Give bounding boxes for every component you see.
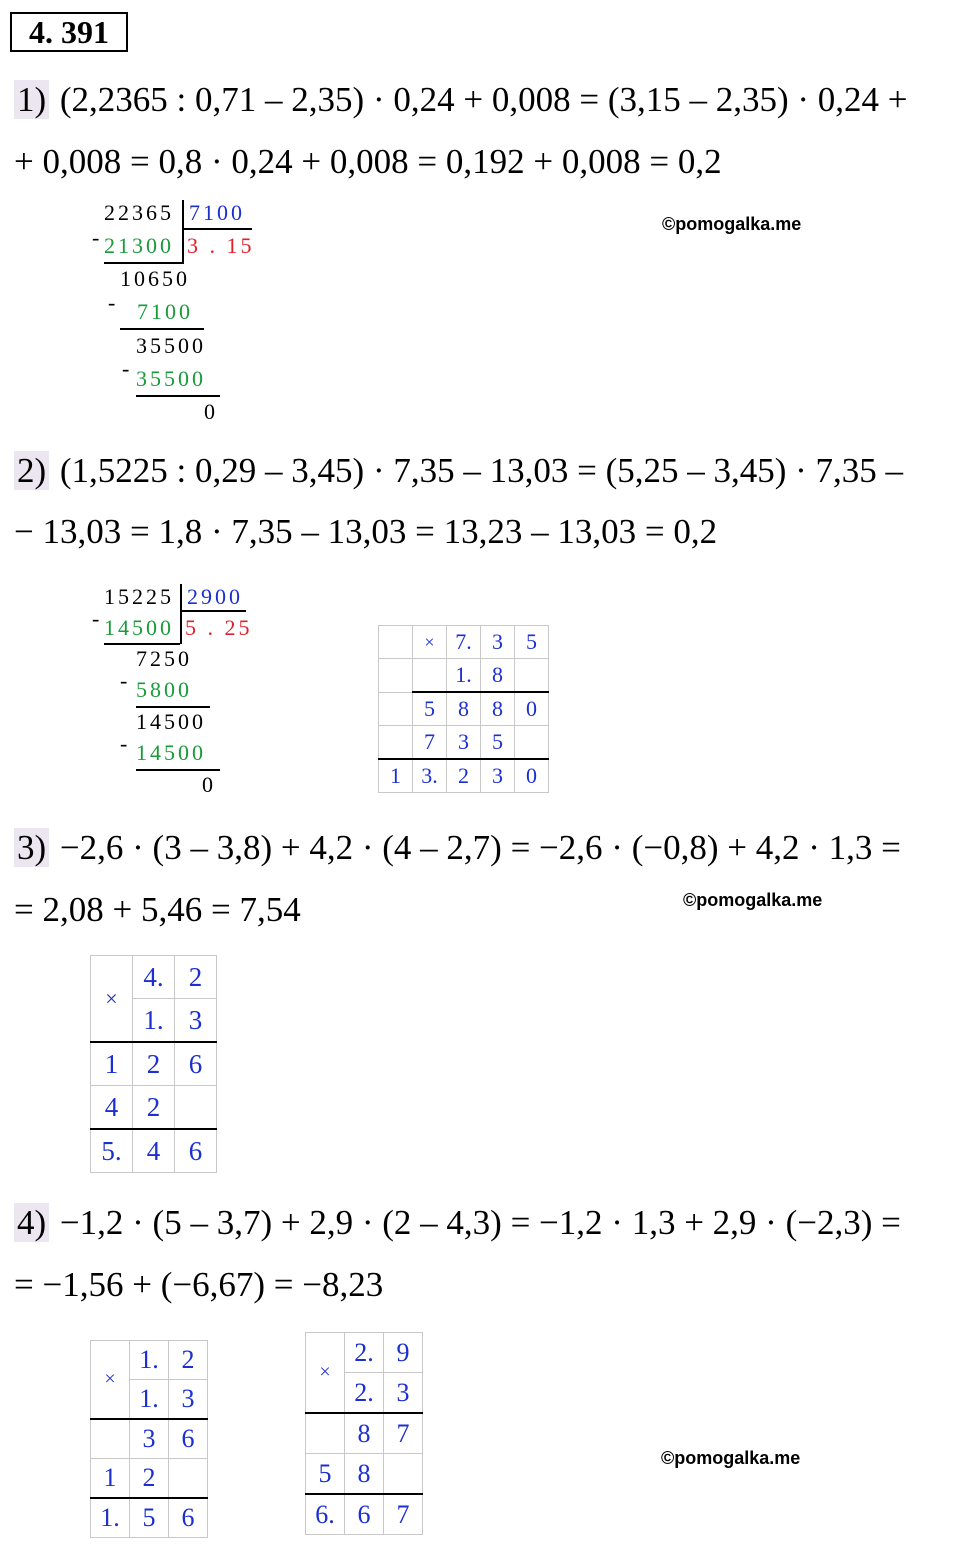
watermark-2: ©pomogalka.me	[683, 890, 823, 910]
division-2-remainder-2: 14500	[136, 709, 206, 734]
table-row	[306, 1413, 423, 1454]
grid-cell: 1.	[130, 1380, 169, 1420]
grid-cell	[306, 1413, 345, 1454]
grid-cell: 5.	[91, 1129, 133, 1173]
grid-cell	[379, 726, 413, 760]
grid-cell	[384, 1454, 423, 1495]
table-row	[379, 692, 549, 726]
watermark-3: ©pomogalka.me	[661, 1448, 801, 1468]
division-2-subtrahend-2: 5800	[136, 677, 192, 702]
grid-cell: 0	[515, 759, 549, 793]
problem-1-number: 1)	[14, 80, 49, 119]
grid-cell: 2	[130, 1459, 169, 1499]
division-2-subtrahend-1: 14500	[104, 615, 174, 640]
division-2-minus-2: -	[120, 668, 131, 693]
division-1-rule-3	[136, 395, 220, 397]
problem-4-number: 4)	[14, 1203, 49, 1242]
grid-cell: 5	[130, 1498, 169, 1538]
division-1-bracket-horizontal	[182, 228, 252, 230]
division-1-remainder-1: 10650	[120, 266, 190, 291]
grid-cell: 2	[175, 956, 217, 999]
division-1-remainder-2: 35500	[136, 333, 206, 358]
division-2-subtrahend-3: 14500	[136, 740, 206, 765]
grid-cell: 4	[91, 1086, 133, 1130]
division-2-final-remainder: 0	[202, 772, 216, 797]
grid-cell: 7	[413, 726, 447, 760]
grid-cell: 6.	[306, 1494, 345, 1535]
times-sign: ×	[91, 956, 133, 1043]
division-2-remainder-1: 7250	[136, 646, 192, 671]
grid-cell: 1	[91, 1042, 133, 1086]
table-row	[379, 659, 549, 693]
division-1-subtrahend-2: 7100	[137, 299, 193, 324]
division-1-bracket-vertical	[182, 200, 184, 264]
grid-cell: 2	[133, 1042, 175, 1086]
grid-cell: 8	[481, 659, 515, 693]
grid-cell	[515, 726, 549, 760]
grid-cell: 1.	[447, 659, 481, 693]
problem-2-line-1	[14, 451, 903, 491]
grid-cell: 3	[384, 1373, 423, 1414]
division-2-dividend: 15225	[104, 584, 174, 609]
grid-cell	[169, 1459, 208, 1499]
grid-cell: 1.	[130, 1341, 169, 1380]
grid-cell: 7	[384, 1494, 423, 1535]
grid-cell: 8	[481, 692, 515, 726]
grid-cell: 0	[515, 692, 549, 726]
grid-cell	[175, 1086, 217, 1130]
grid-cell: 6	[169, 1498, 208, 1538]
grid-cell	[379, 692, 413, 726]
grid-cell: 5	[306, 1454, 345, 1495]
table-row	[306, 1494, 423, 1535]
grid-cell: 8	[345, 1413, 384, 1454]
grid-cell: 2	[133, 1086, 175, 1130]
division-2-rule-1	[104, 643, 180, 645]
grid-cell: 7.	[447, 626, 481, 659]
division-2-quotient: 5 . 25	[185, 615, 253, 640]
division-2-rule-2	[136, 706, 210, 708]
grid-cell: 5	[481, 726, 515, 760]
table-row	[91, 1341, 208, 1380]
grid-cell: 1	[91, 1459, 130, 1499]
problem-3-line-2: = 2,08 + 5,46 = 7,54	[14, 890, 301, 929]
grid-cell: 8	[447, 692, 481, 726]
grid-cell: 5	[413, 692, 447, 726]
grid-cell: 9	[384, 1333, 423, 1373]
division-1-minus-3: -	[122, 356, 133, 381]
division-2-bracket-vertical	[180, 584, 182, 644]
problem-3-number: 3)	[14, 828, 49, 867]
division-2-minus-1: -	[92, 606, 103, 631]
grid-cell: 7	[384, 1413, 423, 1454]
grid-cell: 3	[130, 1419, 169, 1459]
division-1-subtrahend-3: 35500	[136, 366, 206, 391]
problem-1-line-2: + 0,008 = 0,8 · 0,24 + 0,008 = 0,192 + 0,008 = 0,2	[14, 142, 722, 181]
grid-cell: 6	[169, 1419, 208, 1459]
long-division-2	[88, 582, 288, 802]
table-row	[91, 1498, 208, 1538]
grid-cell: 1	[379, 759, 413, 793]
grid-cell: 3.	[413, 759, 447, 793]
grid-cell: 2	[169, 1341, 208, 1380]
table-row	[91, 1459, 208, 1499]
division-1-rule-2	[120, 328, 204, 330]
table-row	[379, 726, 549, 760]
times-sign: ×	[306, 1333, 345, 1414]
table-row	[91, 956, 217, 999]
problem-4-line-2: = −1,56 + (−6,67) = −8,23	[14, 1265, 384, 1304]
grid-cell: 5	[515, 626, 549, 659]
long-division-1	[88, 198, 288, 428]
times-sign: ×	[91, 1341, 130, 1420]
multiplication-grid-3	[90, 1340, 208, 1538]
table-row	[306, 1454, 423, 1495]
problem-4-line-1	[14, 1203, 901, 1243]
division-1-minus-1: -	[92, 225, 103, 250]
problem-3-text-1: −2,6 · (3 – 3,8) + 4,2 · (4 – 2,7) = −2,6 · (−0,8) + 4,2 · 1,3 =	[51, 828, 901, 867]
grid-cell: 4	[133, 1129, 175, 1173]
division-1-quotient: 3 . 15	[187, 233, 255, 258]
multiplication-grid-2	[90, 955, 217, 1173]
grid-cell: 3	[447, 726, 481, 760]
grid-cell	[91, 1419, 130, 1459]
division-1-rule-1	[104, 262, 182, 264]
grid-cell: 3	[169, 1380, 208, 1420]
table-row	[379, 626, 549, 659]
problem-1-text-1: (2,2365 : 0,71 – 2,35) · 0,24 + 0,008 = (3,15 – 2,35) · 0,24 +	[51, 80, 908, 119]
multiplication-grid-1	[378, 625, 549, 793]
division-2-bracket-horizontal	[180, 610, 246, 612]
table-row	[306, 1333, 423, 1373]
division-2-minus-3: -	[120, 731, 131, 756]
problem-3-line-1	[14, 828, 901, 868]
grid-cell: 3	[481, 626, 515, 659]
division-2-divisor: 2900	[187, 584, 243, 609]
division-1-final-remainder: 0	[204, 399, 218, 424]
grid-cell: 3	[481, 759, 515, 793]
problem-4-text-1: −1,2 · (5 – 3,7) + 2,9 · (2 – 4,3) = −1,2 · 1,3 + 2,9 · (−2,3) =	[51, 1203, 901, 1242]
grid-cell: 6	[345, 1494, 384, 1535]
table-row	[91, 1419, 208, 1459]
grid-cell: 6	[175, 1129, 217, 1173]
grid-cell: 8	[345, 1454, 384, 1495]
watermark-1: ©pomogalka.me	[662, 214, 802, 234]
problem-2-number: 2)	[14, 451, 49, 490]
table-row	[91, 1042, 217, 1086]
times-sign: ×	[413, 626, 447, 659]
grid-cell: 3	[175, 999, 217, 1043]
grid-cell: 2.	[345, 1373, 384, 1414]
division-1-subtrahend-1: 21300	[104, 233, 174, 258]
problem-2-text-1: (1,5225 : 0,29 – 3,45) · 7,35 – 13,03 = (5,25 – 3,45) · 7,35 –	[51, 451, 904, 490]
problem-1-line-1	[14, 80, 908, 120]
grid-cell: 1.	[133, 999, 175, 1043]
grid-cell	[515, 659, 549, 693]
grid-cell: 1.	[91, 1498, 130, 1538]
division-1-divisor: 7100	[189, 200, 245, 225]
grid-cell: 2.	[345, 1333, 384, 1373]
table-row	[91, 1129, 217, 1173]
problem-2-line-2: − 13,03 = 1,8 · 7,35 – 13,03 = 13,23 – 13,03 = 0,2	[14, 512, 718, 551]
grid-cell	[413, 659, 447, 693]
grid-cell: 2	[447, 759, 481, 793]
division-1-minus-2: -	[108, 290, 119, 315]
division-2-rule-3	[136, 769, 220, 771]
table-row	[91, 1086, 217, 1130]
grid-cell: 4.	[133, 956, 175, 999]
division-1-dividend: 22365	[104, 200, 174, 225]
table-row	[379, 759, 549, 793]
multiplication-grid-4	[305, 1332, 423, 1535]
grid-cell	[379, 626, 413, 659]
grid-cell: 6	[175, 1042, 217, 1086]
grid-cell	[379, 659, 413, 693]
problem-number: 4. 391	[10, 12, 128, 52]
